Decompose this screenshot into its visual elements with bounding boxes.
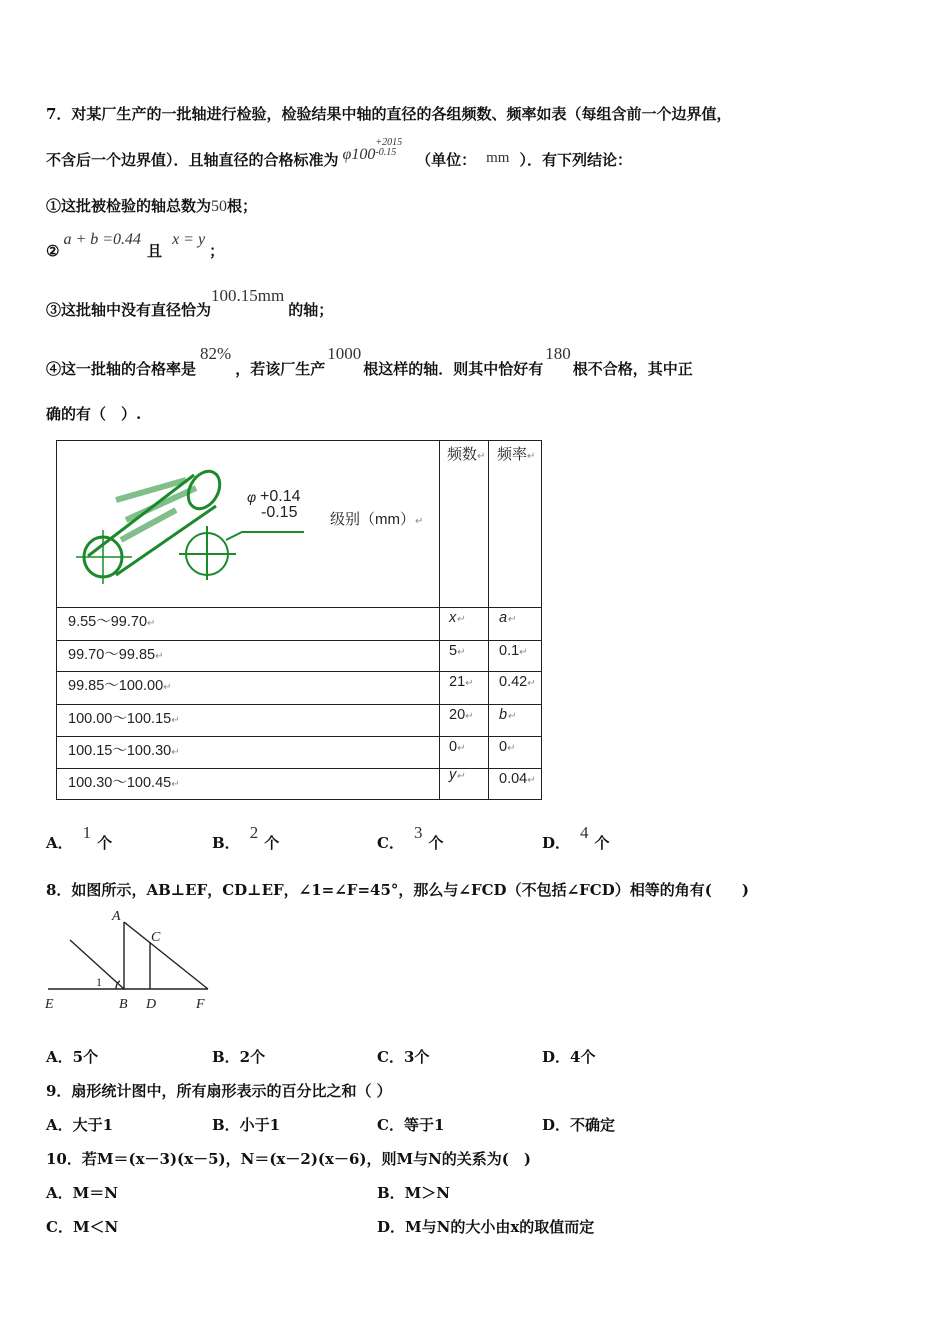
q9-option-c[interactable]: C．等于1	[377, 1116, 445, 1134]
q7-option-c[interactable]: C．3个	[377, 823, 444, 852]
tolerance-upper: +2015	[375, 137, 403, 148]
label-d: D	[146, 997, 157, 1012]
q7-option-a[interactable]: A．1个	[46, 823, 113, 852]
table-row-rate: 0↵	[499, 739, 516, 755]
s1-number: 50	[211, 198, 228, 215]
table-row-range: 100.15～100.30↵	[68, 743, 180, 759]
q9-option-b[interactable]: B．小于1	[212, 1116, 281, 1134]
s3-text-a: ③这批轴中没有直径恰为	[46, 301, 212, 319]
s4-text-c: 根这样的轴．则其中恰好有	[363, 360, 544, 378]
table-row-rate: 0.1↵	[499, 643, 528, 659]
table-border-bottom	[56, 799, 542, 800]
table-row-range: 9.55～99.70↵	[68, 614, 156, 630]
s4-text-a: ④这一批轴的合格率是	[46, 360, 197, 378]
table-row-rate: 0.04↵	[499, 771, 536, 787]
frequency-table	[56, 440, 542, 800]
q10-option-a[interactable]: A．M＝N	[46, 1184, 118, 1202]
q7-stem-end: 确的有（ ）.	[46, 405, 142, 423]
header-frequency-rate: 频率↵	[497, 446, 536, 463]
q7-stem-line1: 7．对某厂生产的一批轴进行检验，检验结果中轴的直径的各组频数、频率如表（每组含前一个边界值，	[46, 105, 732, 123]
label-a: A	[112, 909, 121, 924]
table-row-rate: b↵	[499, 707, 516, 723]
table-row-range: 99.85～100.00↵	[68, 678, 172, 694]
table-row-count: 21↵	[449, 674, 474, 690]
table-row-range: 99.70～99.85↵	[68, 647, 164, 663]
standard-tolerance	[375, 138, 402, 158]
q7-statement-2	[46, 228, 225, 260]
table-row-rate: a↵	[499, 610, 516, 626]
q7-stem-text-c: ）．有下列结论：	[519, 151, 632, 169]
q9-stem: 9．扇形统计图中，所有扇形表示的百分比之和（ ）	[46, 1082, 392, 1100]
table-row-line	[56, 736, 542, 737]
q10-option-d[interactable]: D．M与N的大小由x的取值而定	[377, 1218, 595, 1236]
label-f: F	[196, 997, 205, 1012]
table-row-count: 5↵	[449, 643, 466, 659]
table-row-line	[56, 768, 542, 769]
q7-statement-1	[46, 195, 257, 216]
table-row-line	[56, 671, 542, 672]
s2-end: ；	[209, 242, 225, 260]
table-border-right	[541, 440, 542, 800]
table-row-count: x↵	[449, 610, 465, 626]
tolerance-lower: -0.15	[375, 147, 397, 158]
s3-text-b: 的轴；	[288, 301, 334, 319]
s4-text-d: 根不合格，其中正	[572, 360, 693, 378]
table-row-line	[56, 640, 542, 641]
q7-statement-3	[46, 285, 334, 319]
tolerance-phi: φ	[247, 489, 257, 505]
q8-option-a[interactable]: A．5个	[46, 1048, 99, 1066]
table-border-left	[56, 440, 57, 800]
s2-expression-2: x = y	[172, 231, 206, 248]
geometry-figure	[40, 905, 220, 1015]
group-label: 级别（mm）↵	[330, 511, 424, 528]
q9-option-d[interactable]: D．不确定	[542, 1116, 616, 1134]
unit-mm: mm	[486, 150, 510, 166]
s3-value: 100.15mm	[211, 286, 285, 305]
q7-stem-text-a: 不含后一个边界值）．且轴直径的合格标准为	[46, 151, 339, 169]
q8-option-c[interactable]: C．3个	[377, 1048, 430, 1066]
s4-count: 1000	[327, 344, 362, 363]
label-c: C	[151, 930, 161, 945]
q10-option-b[interactable]: B．M＞N	[377, 1184, 450, 1202]
q7-statement-4	[46, 343, 693, 378]
table-row-line	[56, 704, 542, 705]
q9-option-a[interactable]: A．大于1	[46, 1116, 114, 1134]
q7-option-d[interactable]: D．4个	[542, 823, 610, 852]
s2-and: 且	[147, 242, 163, 260]
phi-base: φ100	[342, 146, 376, 163]
q8-option-b[interactable]: B．2个	[212, 1048, 266, 1066]
table-divider-col1	[439, 440, 440, 800]
s1-text-a: ①这批被检验的轴总数为	[46, 197, 212, 215]
standard-phi	[343, 146, 376, 163]
table-border-top	[56, 440, 542, 441]
q7-option-b[interactable]: B．2个	[212, 823, 280, 852]
label-e: E	[45, 997, 54, 1012]
label-b: B	[119, 997, 128, 1012]
table-row-count: 0↵	[449, 739, 466, 755]
s2-expression: a + b =0.44	[63, 231, 142, 248]
q10-option-c[interactable]: C．M＜N	[46, 1218, 119, 1236]
s4-text-b: ，若该厂生产	[235, 360, 326, 378]
table-row-line	[56, 607, 542, 608]
table-row-range: 100.30～100.45↵	[68, 775, 180, 791]
table-row-rate: 0.42↵	[499, 674, 536, 690]
q8-option-d[interactable]: D．4个	[542, 1048, 596, 1066]
header-frequency-count: 频数↵	[447, 446, 486, 463]
table-row-count: 20↵	[449, 707, 474, 723]
cylinder-icon	[84, 466, 226, 577]
s4-defective: 180	[545, 344, 571, 363]
q7-stem-text-b: （单位：	[416, 151, 477, 169]
table-row-count: y↵	[449, 767, 465, 783]
tolerance-plus: +0.14	[260, 488, 301, 505]
q10-stem: 10．若M＝(x－3)(x－5)，N＝(x－2)(x－6)，则M与N的关系为( )	[46, 1150, 531, 1168]
s1-text-b: 根；	[227, 197, 258, 215]
shaft-illustration	[76, 460, 336, 590]
tolerance-minus: -0.15	[261, 504, 298, 521]
q7-stem-line2	[46, 137, 632, 170]
segment-af	[124, 922, 208, 989]
label-angle-1: 1	[96, 975, 102, 989]
table-divider-col2	[488, 440, 489, 800]
s2-mark: ②	[46, 242, 60, 260]
table-row-range: 100.00～100.15↵	[68, 711, 180, 727]
q8-stem: 8．如图所示，AB⊥EF，CD⊥EF，∠1=∠F=45°，那么与∠FCD（不包括∠FCD）相等的角有( )	[46, 881, 749, 899]
s4-rate: 82%	[200, 344, 232, 363]
